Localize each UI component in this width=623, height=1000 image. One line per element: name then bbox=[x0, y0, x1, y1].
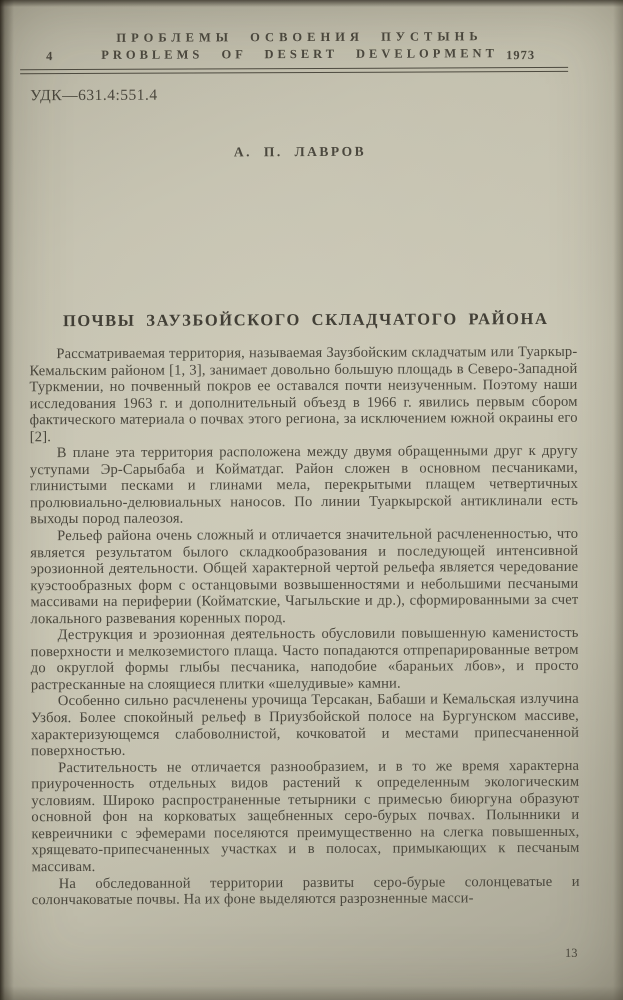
body-paragraph: На обследованной территории развиты серо-бурые солонцеватые и солончаковатые почвы. На их фоне выделяются разрозненные масси- bbox=[31, 873, 580, 909]
udc-code: УДК—631.4:551.4 bbox=[30, 86, 158, 105]
issue-number: 4 bbox=[46, 49, 53, 64]
article-title: ПОЧВЫ ЗАУЗБОЙСКОГО СКЛАДЧАТОГО РАЙОНА bbox=[62, 308, 549, 331]
author-name: А. П. ЛАВРОВ bbox=[233, 143, 367, 160]
header-double-rule bbox=[20, 67, 568, 74]
body-paragraph: Растительность не отличается разнообразием, и в то же время характерна приуроченность отдельных видов растений к определенным экологическим условиям. Широко распространенные тетырники с примесью биюргуна образуют основной фон на корковатых защебненных серо-бурых почвах. Полынники и кевреичники с эфемерами поселяются преимущественно на слегка повышенных, хрящевато-припесчаненных участках и в полосах, примыкающих к песчаным массивам. bbox=[31, 757, 580, 876]
body-paragraph: Рассматриваемая территория, называемая Заузбойским складчатым или Туаркыр-Кемальским районом [1, 3], занимает довольно большую площадь в Северо-Западной Туркмении, но почвенный покров ее оставался почти неизученным. Поэтому наши исследования 1963 г. и дополнительный объезд в 1966 г. явились первым сбором фактического материала о почвах этого региона, за исключением южной окраины его [2]. bbox=[29, 343, 578, 445]
body-paragraph: Особенно сильно расчленены урочища Терсакан, Бабаши и Кемальская излучина Узбоя. Более спокойный рельеф в Приузбойской полосе на Бургунском массиве, характеризующемся слабоволнистой, кочковатой и местами припесчаненной поверхностью. bbox=[30, 691, 580, 760]
page-number: 13 bbox=[564, 945, 578, 960]
body-paragraph: Деструкция и эрозионная деятельность обусловили повышенную каменистость поверхности и мелкоземистого плаща. Часто попадаются отпрепарированные ветром до округлой формы глыбы песчаника, наподобие «бараньих лбов», и просто растресканные на слоящиеся плитки «шелудивые» камни. bbox=[30, 625, 579, 694]
body-paragraph: Рельеф района очень сложный и отличается значительной расчлененностью, что является результатом былого складкообразования и последующей интенсивной эрозионной деятельности. Общей характерной чертой рельефа является чередование куэстообразных форм с останцовыми возвышенностями и небольшими песчаными массивами на периферии (Койматские, Чагыльские и др.), сформированными за счет локального развевания коренных пород. bbox=[30, 525, 579, 627]
publication-year: 1973 bbox=[506, 48, 536, 63]
body-paragraph: В плане эта территория расположена между двумя обращенными друг к другу уступами Эр-Сарыбаба и Койматдаг. Район сложен в основном песчаниками, глинистыми песками и глинами мела, перекрытыми плащем четвертичных пролювиально-делювиальных наносов. По линии Туаркырской антиклинали есть выходы пород палеозоя. bbox=[29, 443, 579, 528]
journal-title-ru: ПРОБЛЕМЫ ОСВОЕНИЯ ПУСТЫНЬ bbox=[116, 29, 483, 45]
journal-title-en: PROBLEMS OF DESERT DEVELOPMENT bbox=[101, 46, 498, 62]
article-body bbox=[29, 344, 579, 909]
